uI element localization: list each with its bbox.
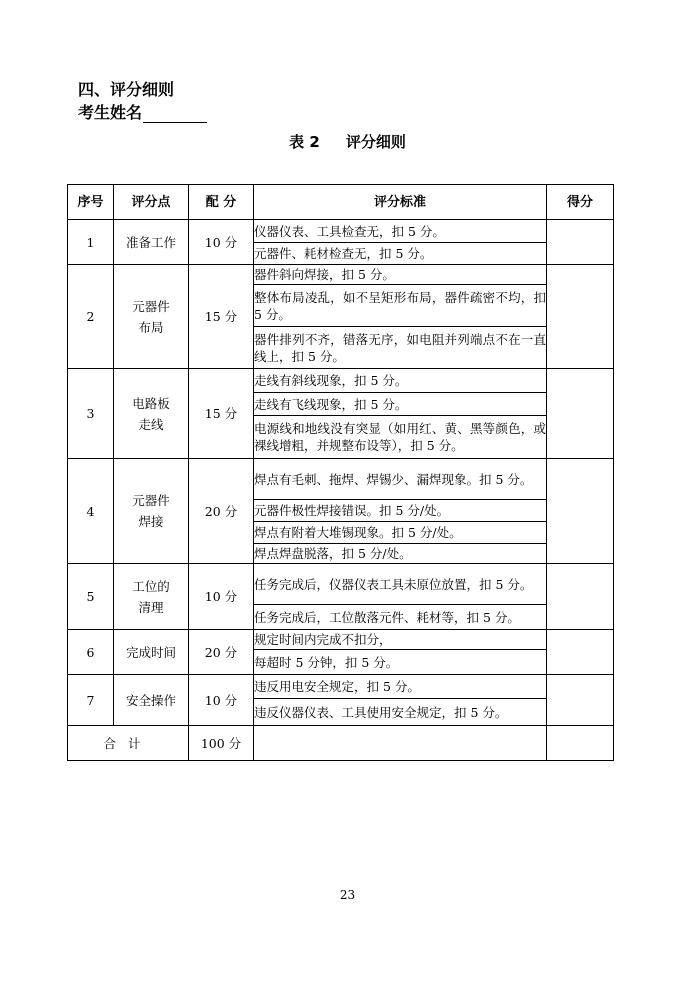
criterion: 器件排列不齐，错落无序，如电阻并列端点不在一直线上，扣 5 分。 bbox=[254, 327, 547, 369]
criterion: 焊点有毛刺、拖焊、焊锡少、漏焊现象。扣 5 分。 bbox=[254, 459, 547, 500]
row-points: 20 分 bbox=[189, 630, 254, 675]
score-cell[interactable] bbox=[547, 675, 614, 726]
table-row bbox=[68, 675, 614, 699]
section-heading: 四、评分细则 bbox=[78, 80, 175, 99]
row-item bbox=[114, 265, 189, 369]
row-points: 10 分 bbox=[189, 220, 254, 265]
criterion: 违反用电安全规定，扣 5 分。 bbox=[254, 675, 547, 699]
row-item-line: 清理 bbox=[138, 599, 164, 615]
table-row bbox=[68, 459, 614, 500]
table-caption-number: 表 2 bbox=[289, 133, 320, 151]
criterion: 违反仪器仪表、工具使用安全规定，扣 5 分。 bbox=[254, 699, 547, 726]
criterion: 每超时 5 分钟，扣 5 分。 bbox=[254, 650, 547, 675]
row-seq: 3 bbox=[68, 369, 114, 459]
row-points: 15 分 bbox=[189, 369, 254, 459]
header-score: 得分 bbox=[547, 185, 614, 220]
row-item: 完成时间 bbox=[114, 630, 189, 675]
row-points: 15 分 bbox=[189, 265, 254, 369]
criterion: 整体布局凌乱，如不呈矩形布局，器件疏密不均，扣 5 分。 bbox=[254, 285, 547, 327]
row-seq: 4 bbox=[68, 459, 114, 564]
row-points: 10 分 bbox=[189, 564, 254, 630]
total-score-cell[interactable] bbox=[547, 726, 614, 761]
row-points: 20 分 bbox=[189, 459, 254, 564]
criterion: 走线有飞线现象，扣 5 分。 bbox=[254, 393, 547, 416]
score-cell[interactable] bbox=[547, 459, 614, 564]
row-seq: 1 bbox=[68, 220, 114, 265]
row-item bbox=[114, 459, 189, 564]
row-points: 10 分 bbox=[189, 675, 254, 726]
row-item-line: 布局 bbox=[138, 319, 164, 335]
row-item-line: 工位的 bbox=[132, 578, 170, 594]
criterion: 走线有斜线现象，扣 5 分。 bbox=[254, 369, 547, 393]
examinee-name-label: 考生姓名 bbox=[78, 103, 143, 122]
table-header-row bbox=[68, 185, 614, 220]
table-row bbox=[68, 369, 614, 393]
row-item-line: 走线 bbox=[138, 416, 164, 432]
criterion: 电源线和地线没有突显（如用红、黄、黑等颜色，或裸线增粗，并规整布设等），扣 5 分。 bbox=[254, 416, 547, 459]
table-row bbox=[68, 265, 614, 285]
examinee-name-line bbox=[78, 103, 207, 123]
row-item bbox=[114, 564, 189, 630]
row-seq: 7 bbox=[68, 675, 114, 726]
row-item: 安全操作 bbox=[114, 675, 189, 726]
total-points: 100 分 bbox=[189, 726, 254, 761]
table-row bbox=[68, 630, 614, 650]
criterion: 任务完成后，仪器仪表工具未原位放置，扣 5 分。 bbox=[254, 564, 547, 605]
row-item: 准备工作 bbox=[114, 220, 189, 265]
scoring-table bbox=[67, 184, 614, 761]
header-points: 配 分 bbox=[189, 185, 254, 220]
page-number: 23 bbox=[339, 888, 356, 902]
score-cell[interactable] bbox=[547, 220, 614, 265]
criterion: 焊点焊盘脱落，扣 5 分/处。 bbox=[254, 544, 547, 564]
criterion: 元器件、耗材检查无，扣 5 分。 bbox=[254, 243, 547, 265]
examinee-name-blank bbox=[143, 106, 207, 123]
score-cell[interactable] bbox=[547, 564, 614, 630]
row-seq: 2 bbox=[68, 265, 114, 369]
row-item bbox=[114, 369, 189, 459]
score-cell[interactable] bbox=[547, 630, 614, 675]
row-seq: 5 bbox=[68, 564, 114, 630]
total-label-cell bbox=[68, 726, 189, 761]
score-cell[interactable] bbox=[547, 265, 614, 369]
table-row bbox=[68, 564, 614, 605]
criterion: 元器件极性焊接错误。扣 5 分/处。 bbox=[254, 500, 547, 522]
row-item-line: 元器件 bbox=[132, 298, 170, 314]
criterion: 任务完成后，工位散落元件、耗材等，扣 5 分。 bbox=[254, 605, 547, 630]
total-criteria-cell bbox=[254, 726, 547, 761]
criterion: 规定时间内完成不扣分， bbox=[254, 630, 547, 650]
table-caption-title: 评分细则 bbox=[345, 133, 406, 151]
header-seq: 序号 bbox=[68, 185, 114, 220]
table-caption bbox=[0, 132, 695, 152]
header-item: 评分点 bbox=[114, 185, 189, 220]
criterion: 器件斜向焊接，扣 5 分。 bbox=[254, 265, 547, 285]
table-row bbox=[68, 220, 614, 243]
row-item-line: 电路板 bbox=[132, 395, 170, 411]
score-cell[interactable] bbox=[547, 369, 614, 459]
row-item-line: 元器件 bbox=[132, 493, 170, 508]
criterion: 仪器仪表、工具检查无，扣 5 分。 bbox=[254, 220, 547, 243]
total-row bbox=[68, 726, 614, 761]
header-criteria: 评分标准 bbox=[254, 185, 547, 220]
total-label: 合计 bbox=[103, 735, 153, 751]
criterion: 焊点有附着大堆锡现象。扣 5 分/处。 bbox=[254, 522, 547, 544]
row-seq: 6 bbox=[68, 630, 114, 675]
row-item-line: 焊接 bbox=[138, 514, 164, 529]
